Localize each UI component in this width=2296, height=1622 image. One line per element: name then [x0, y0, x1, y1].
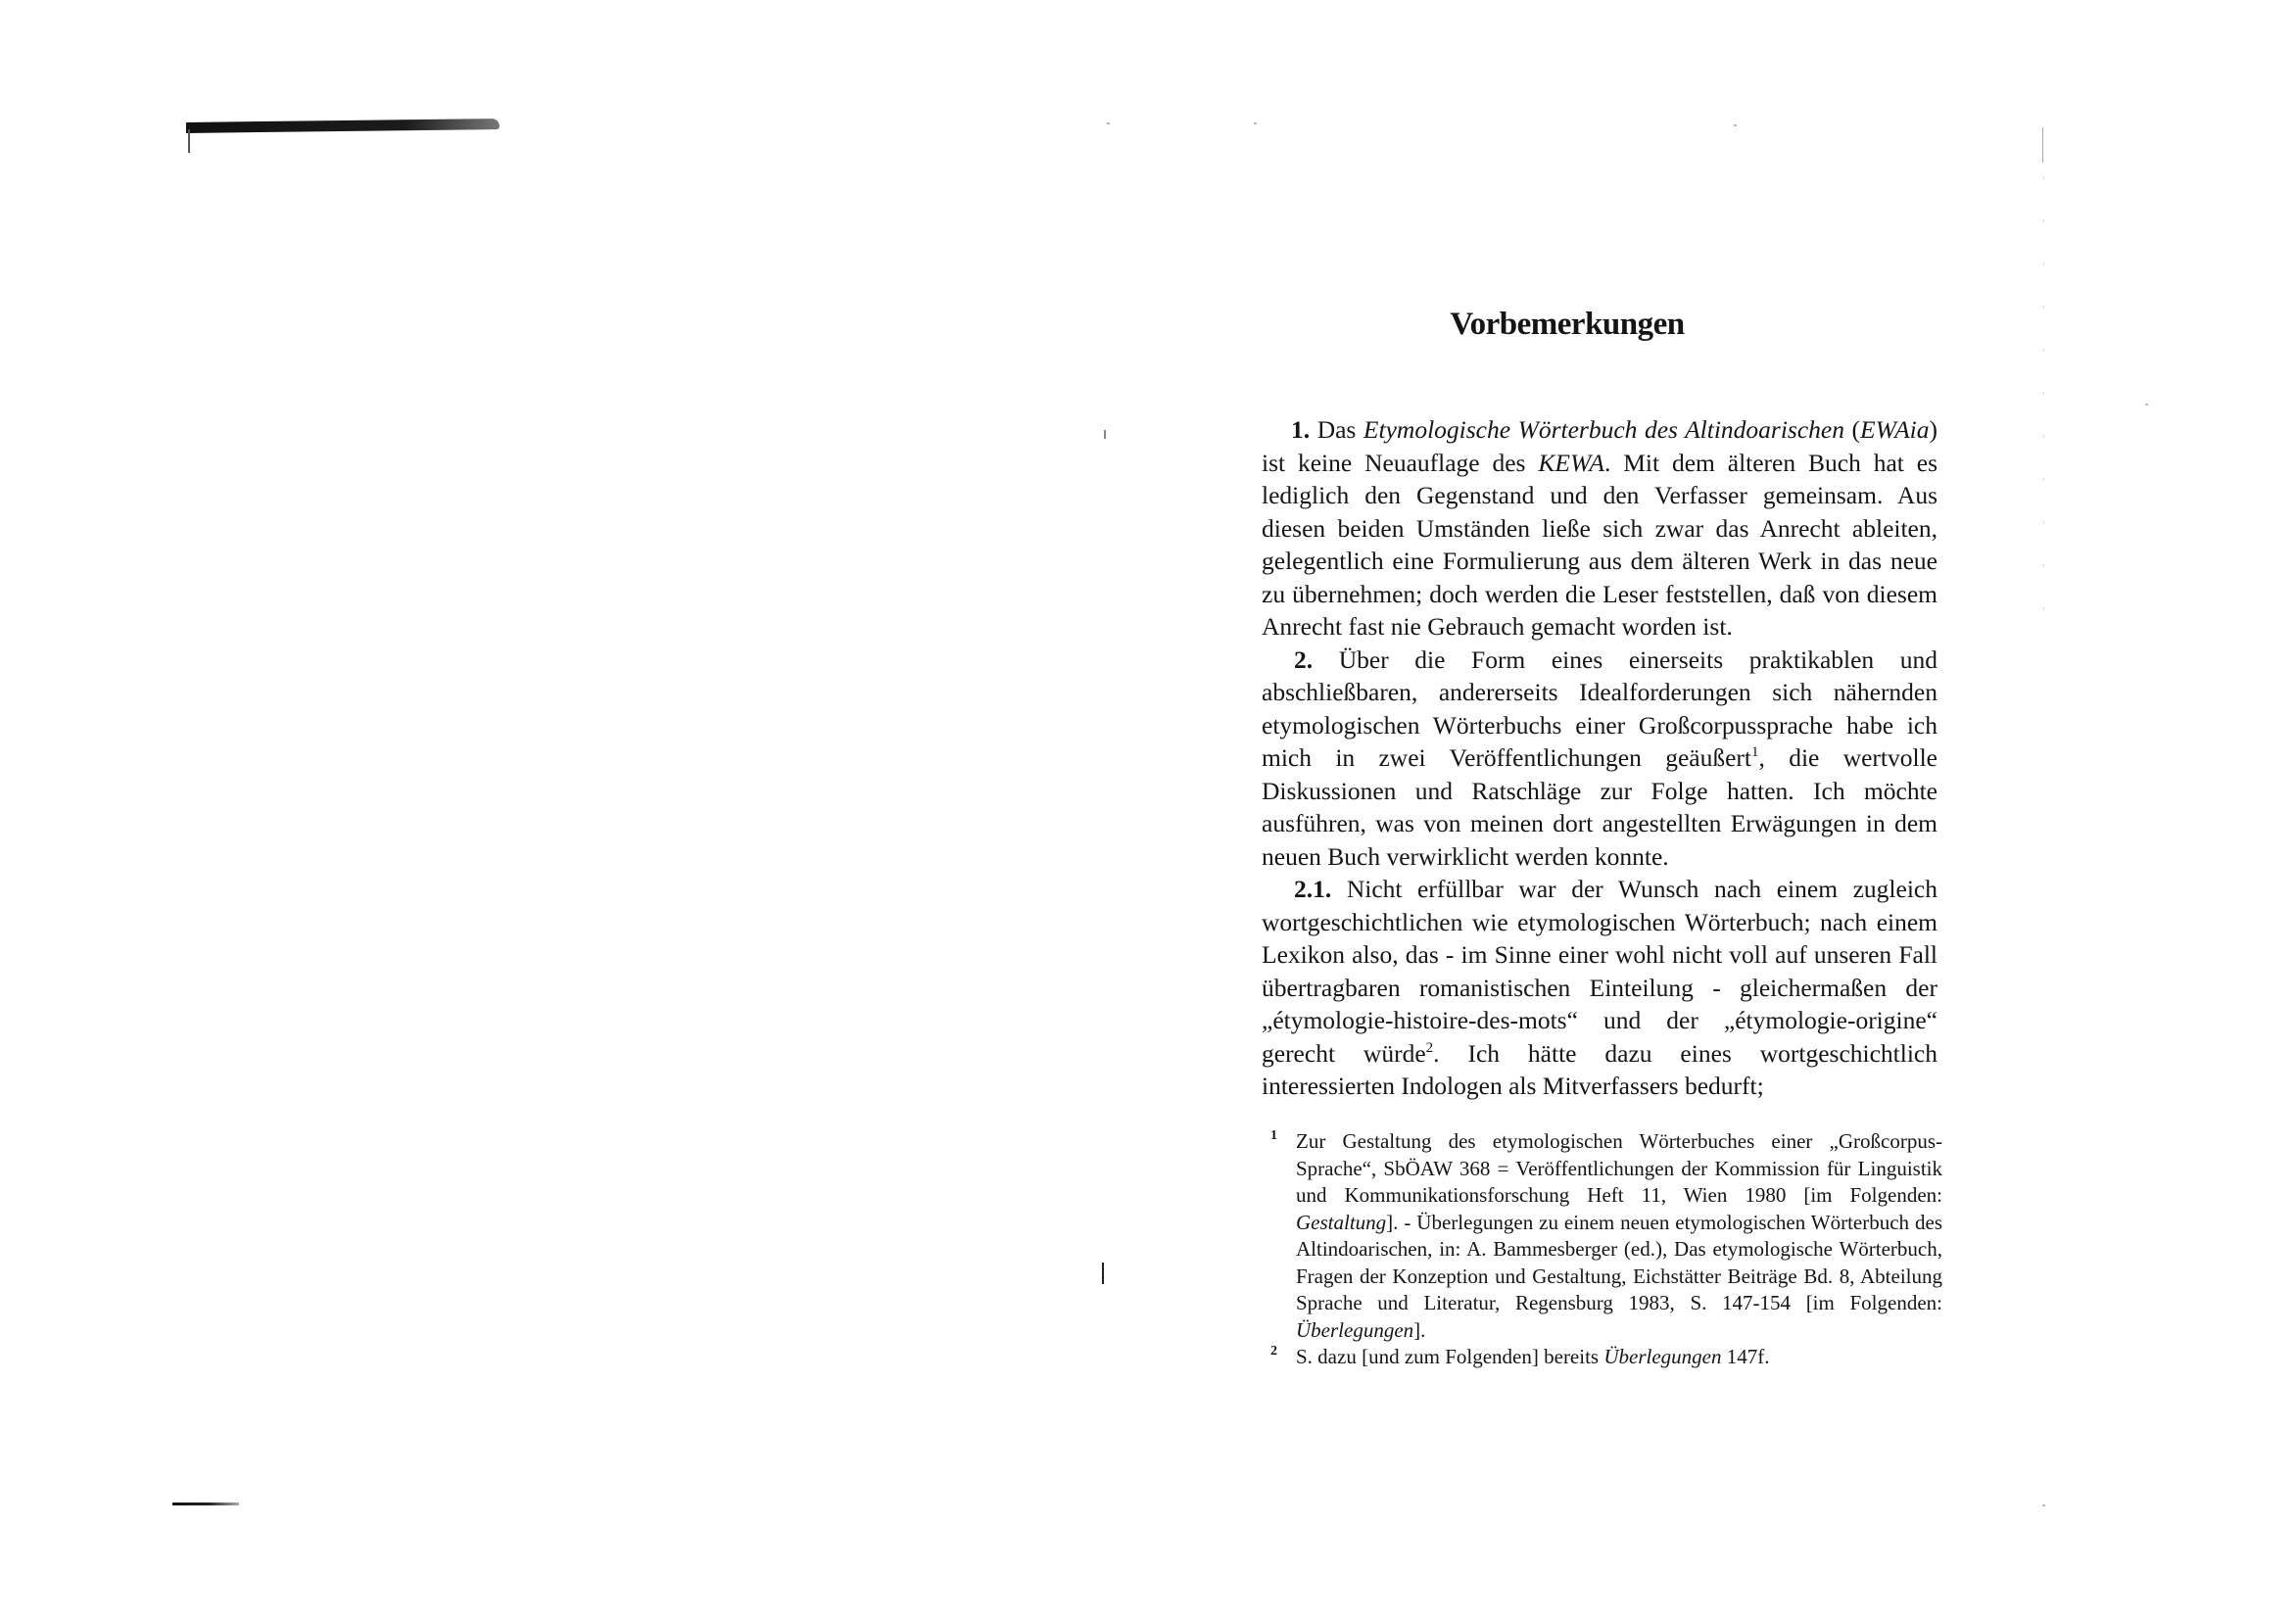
- book-title: Etymologische Wörterbuch des Altindoarischen: [1363, 415, 1844, 444]
- paragraph-text: ) ist keine Neuauflage des: [1262, 415, 1937, 477]
- body-text: [1262, 413, 1937, 1103]
- footnote-2: [1267, 1344, 1942, 1371]
- footnote-reference[interactable]: 1: [1751, 744, 1759, 760]
- footnote-text: Zur Gestaltung des etymologischen Wörterbuches einer „Großcorpus-Sprache“, SbÖAW 368 = Veröffentlichungen der Kommission für Linguistik und Kommunikationsforschung Heft 11, Wien 1980 [im Folgenden:: [1296, 1129, 1942, 1207]
- scan-dot: [2145, 404, 2148, 406]
- paragraph-text: Über die Form eines einerseits praktikablen und abschließbaren, andererseits Idealforderungen sich nähernden etymologischen Wörterbuchs einer Großcorpussprache habe ich mich in zwei Veröffentlichungen geäußert: [1262, 644, 1937, 772]
- paragraph-text: . Mit dem älteren Buch hat es lediglich den Gegenstand und den Verfasser gemeinsam. Aus diesen beiden Umständen ließe sich zwar das Anrecht ableiten, gelegentlich eine Formulierung aus dem älteren Werk in das neue zu übernehmen; doch werden die Leser feststellen, daß von diesem Anrecht fast nie Gebrauch gemacht worden ist.: [1262, 448, 1937, 641]
- footnote-text: 147f.: [1721, 1345, 1770, 1368]
- scan-edge-mark: [186, 119, 500, 133]
- paragraph-text: . Ich hätte dazu eines wortgeschichtlich interessierten Indologen als Mitverfassers bedurft;: [1262, 1038, 1937, 1100]
- scan-dot: [1254, 122, 1257, 124]
- footnote-text: S. dazu [und zum Folgenden] bereits: [1296, 1345, 1604, 1368]
- scan-edge-tick: [188, 129, 190, 153]
- paragraph-2-1: [1262, 873, 1937, 1103]
- short-title: Gestaltung: [1296, 1210, 1387, 1234]
- paragraph-text: , die wertvolle Diskussionen und Ratschläge zur Folge hatten. Ich möchte ausführen, was von meinen dort angestellten Erwägungen in dem neuen Buch verwirklicht werden konnte.: [1262, 743, 1937, 871]
- footnote-marker: 1: [1270, 1128, 1277, 1143]
- footnote-text: ]. - Überlegungen zu einem neuen etymologischen Wörterbuch des Altindoarischen, in: A. Bammesberger (ed.), Das etymologische Wörterbuch, Fragen der Konzeption und Gestaltung, Eichstätter Beiträge Bd. 8, Abteilung Sprache und Literatur, Regensburg 1983, S. 147-154 [im Folgenden:: [1296, 1210, 1942, 1314]
- scan-dot: [1107, 122, 1110, 124]
- footnote-1: [1267, 1128, 1942, 1344]
- footnote-marker: 2: [1270, 1344, 1277, 1359]
- paragraph-number: 1.: [1291, 415, 1311, 444]
- short-title: Überlegungen: [1296, 1317, 1414, 1342]
- paragraph-number: 2.1.: [1294, 875, 1332, 903]
- footnote-text: ].: [1413, 1317, 1426, 1342]
- paragraph-1: [1262, 413, 1937, 644]
- paragraph-text: Nicht erfüllbar war der Wunsch nach einem zugleich wortgeschichtlichen wie etymologischen Wörterbuch; nach einem Lexikon also, das - im Sinne einer wohl nicht voll auf unseren Fall übertragbaren romanistischen Einteilung - gleichermaßen der „étymologie-histoire-des-mots“ und der „étymologie-origine“ gerecht würde: [1262, 875, 1937, 1068]
- page-title: Vorbemerkungen: [1450, 307, 1685, 342]
- book-abbreviation: EWAia: [1860, 415, 1930, 444]
- scan-dot: [2042, 1504, 2045, 1506]
- right-edge-line: [2042, 127, 2043, 163]
- footnote-reference[interactable]: 2: [1425, 1039, 1434, 1056]
- paragraph-2: [1262, 644, 1937, 874]
- paragraph-number: 2.: [1294, 644, 1314, 674]
- short-title: Überlegungen: [1603, 1345, 1722, 1368]
- scan-edge-mark-bottom: [172, 1503, 239, 1505]
- book-abbreviation: KEWA: [1538, 448, 1604, 477]
- paragraph-text: (: [1843, 415, 1861, 444]
- gutter-tick: [1104, 430, 1106, 439]
- gutter-tick: [1102, 1263, 1104, 1284]
- scan-dot: [1734, 124, 1737, 126]
- right-edge-dots: [2043, 176, 2044, 617]
- paragraph-text: Das: [1310, 415, 1363, 444]
- footnotes: [1267, 1128, 1942, 1371]
